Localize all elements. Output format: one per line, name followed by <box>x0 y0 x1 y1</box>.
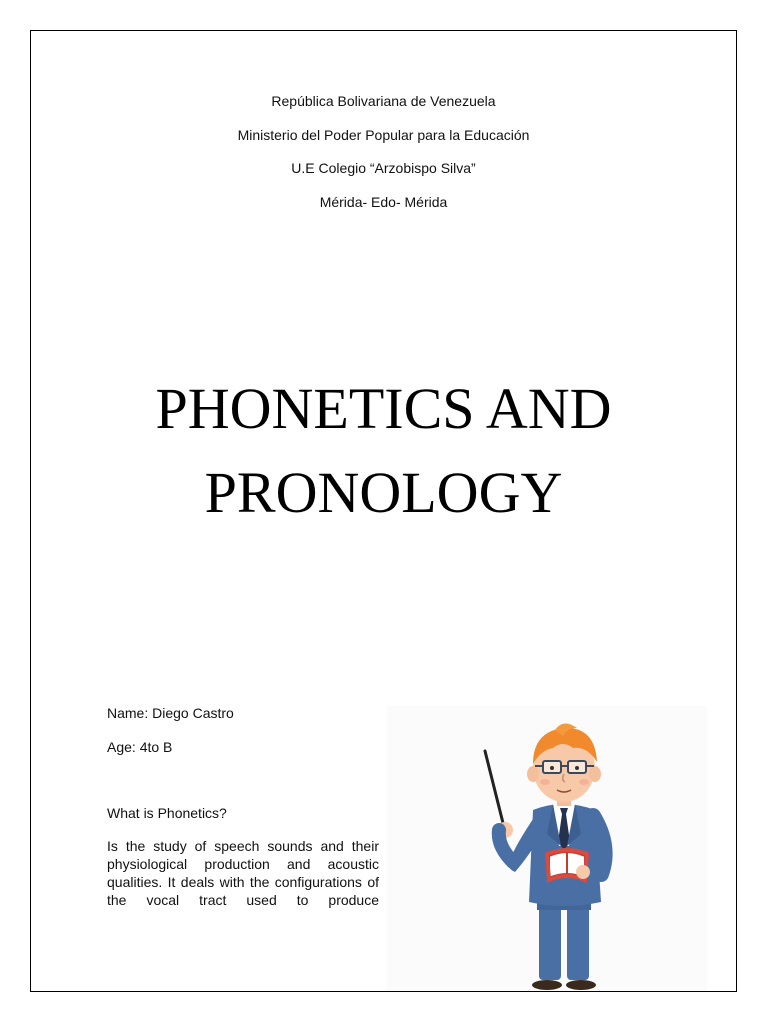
teacher-with-pointer-and-book-illustration-icon <box>387 706 707 991</box>
title-line-2: PRONOLOGY <box>204 460 563 525</box>
title-line-1: PHONETICS AND <box>155 376 612 441</box>
header-line-republic: República Bolivariana de Venezuela <box>271 93 496 109</box>
student-name: Name: Diego Castro <box>107 705 234 721</box>
teacher-illustration <box>387 706 707 991</box>
header-line-city: Mérida- Edo- Mérida <box>319 194 448 210</box>
document-title <box>31 367 736 535</box>
student-age: Age: 4to B <box>107 739 173 755</box>
section-question: What is Phonetics? <box>107 805 227 821</box>
section-answer: Is the study of speech sounds and their physiological production and acoustic qualities. It deals with the configurations of the vocal tract used to produce <box>107 838 379 908</box>
document-page <box>30 30 737 992</box>
header-line-school: U.E Colegio “Arzobispo Silva” <box>291 160 476 176</box>
header-line-ministry: Ministerio del Poder Popular para la Educación <box>237 127 530 143</box>
